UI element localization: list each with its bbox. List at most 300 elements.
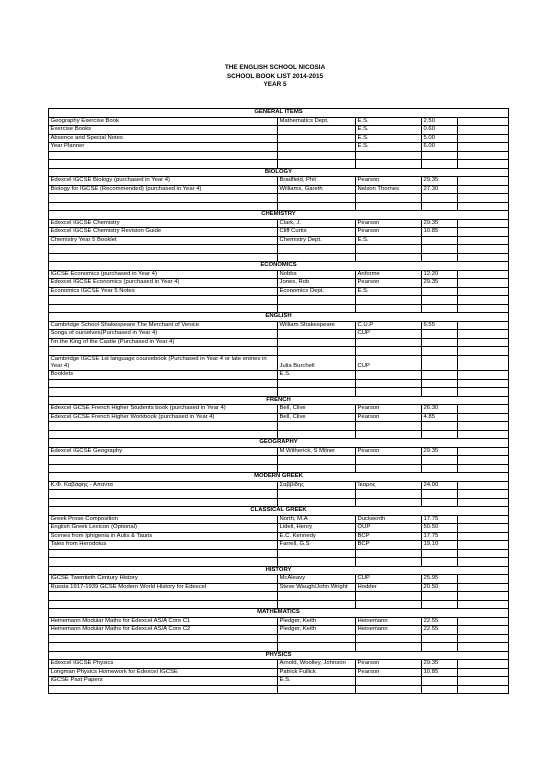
- blank-cell: [278, 643, 356, 652]
- blank-cell: [278, 498, 356, 507]
- blank-cell: [278, 388, 356, 397]
- price-cell: 0.60: [422, 126, 458, 135]
- publisher-cell: [356, 371, 422, 380]
- title-cell: Greek Prose Composition: [49, 515, 278, 524]
- blank-cell: [49, 498, 278, 507]
- blank-row: [49, 600, 509, 609]
- blank-cell: [422, 296, 458, 305]
- price-cell: 29.35: [422, 660, 458, 669]
- blank-cell: [278, 304, 356, 313]
- publisher-cell: BCP: [356, 541, 422, 550]
- blank-cell: [49, 549, 278, 558]
- book-row: [49, 347, 509, 356]
- author-cell: Arnold, Woolley, Johnson: [278, 660, 356, 669]
- list-title: SCHOOL BOOK LIST 2014-2015: [226, 72, 324, 80]
- book-row: [49, 668, 509, 677]
- section-title: GEOGRAPHY: [49, 439, 509, 448]
- section-title: CHEMISTRY: [49, 211, 509, 220]
- blank-cell: [458, 456, 509, 465]
- blank-cell: [356, 634, 422, 643]
- section-header-row: [49, 566, 509, 575]
- blank-row: [49, 464, 509, 473]
- publisher-cell: Pearson: [356, 668, 422, 677]
- title-cell: IGCSE Economics (purchased in Year 4): [49, 270, 278, 279]
- blank-cell: [49, 592, 278, 601]
- blank-row: [49, 643, 509, 652]
- price-cell: 22.55: [422, 626, 458, 635]
- extra-cell: [458, 355, 509, 371]
- blank-cell: [49, 643, 278, 652]
- blank-row: [49, 558, 509, 567]
- extra-cell: [458, 134, 509, 143]
- blank-cell: [49, 194, 278, 203]
- book-row: [49, 371, 509, 380]
- price-cell: [422, 236, 458, 245]
- extra-cell: [458, 481, 509, 490]
- blank-cell: [458, 643, 509, 652]
- book-row: [49, 185, 509, 194]
- book-row: [49, 279, 509, 288]
- blank-cell: [458, 558, 509, 567]
- blank-cell: [356, 558, 422, 567]
- title-cell: Edexcel GCSE French Higher Workbook (purchased in Year 4): [49, 413, 278, 422]
- author-cell: E.S.: [278, 677, 356, 686]
- blank-cell: [49, 304, 278, 313]
- publisher-cell: Pearson: [356, 447, 422, 456]
- author-cell: Patrick Fullick: [278, 668, 356, 677]
- blank-cell: [458, 160, 509, 169]
- extra-cell: [458, 270, 509, 279]
- extra-cell: [458, 219, 509, 228]
- title-cell: Cambridge School Shakespeare The Merchant of Venice: [49, 321, 278, 330]
- section-header-row: [49, 211, 509, 220]
- extra-cell: [458, 347, 509, 356]
- title-cell: Songs of ourselves(Purchased in Year 4): [49, 330, 278, 339]
- book-row: [49, 660, 509, 669]
- price-cell: 26.30: [422, 405, 458, 414]
- extra-cell: [458, 177, 509, 186]
- publisher-cell: Pearson: [356, 279, 422, 288]
- blank-cell: [49, 490, 278, 499]
- book-row: [49, 524, 509, 533]
- blank-cell: [49, 456, 278, 465]
- blank-cell: [422, 490, 458, 499]
- price-cell: 25.95: [422, 575, 458, 584]
- author-cell: Lidell, Henry: [278, 524, 356, 533]
- blank-cell: [458, 202, 509, 211]
- blank-cell: [458, 253, 509, 262]
- publisher-cell: Ίκαρος: [356, 481, 422, 490]
- publisher-cell: E.S.: [356, 236, 422, 245]
- blank-row: [49, 388, 509, 397]
- extra-cell: [458, 575, 509, 584]
- blank-row: [49, 304, 509, 313]
- blank-cell: [49, 202, 278, 211]
- title-cell: Edexcel IGCSE Chemistry: [49, 219, 278, 228]
- blank-cell: [278, 151, 356, 160]
- title-cell: IGCSE Past Papers: [49, 677, 278, 686]
- section-title: ENGLISH: [49, 313, 509, 322]
- title-cell: Edexcel IGCSE Economics (purchased in Year 4): [49, 279, 278, 288]
- price-cell: 10.85: [422, 668, 458, 677]
- blank-cell: [49, 296, 278, 305]
- book-row: [49, 287, 509, 296]
- title-cell: Heinemann Modular Maths for Edexcel AS/A Core C2: [49, 626, 278, 635]
- title-cell: IGCSE Twentieth Century History: [49, 575, 278, 584]
- extra-cell: [458, 626, 509, 635]
- title-cell: Economics IGCSE Year 5 Notes: [49, 287, 278, 296]
- price-cell: [422, 338, 458, 347]
- extra-cell: [458, 321, 509, 330]
- blank-cell: [356, 430, 422, 439]
- blank-cell: [458, 685, 509, 694]
- book-row: [49, 330, 509, 339]
- section-header-row: [49, 609, 509, 618]
- blank-cell: [356, 379, 422, 388]
- blank-cell: [458, 600, 509, 609]
- author-cell: [278, 134, 356, 143]
- extra-cell: [458, 583, 509, 592]
- blank-cell: [422, 685, 458, 694]
- book-row: [49, 117, 509, 126]
- blank-cell: [458, 245, 509, 254]
- blank-cell: [49, 151, 278, 160]
- blank-cell: [422, 464, 458, 473]
- blank-cell: [278, 422, 356, 431]
- blank-cell: [422, 304, 458, 313]
- blank-cell: [278, 456, 356, 465]
- publisher-cell: Hodder: [356, 583, 422, 592]
- blank-row: [49, 592, 509, 601]
- document-header: [0, 64, 550, 90]
- author-cell: Bell, Clive: [278, 405, 356, 414]
- author-cell: Williams, Gareth: [278, 185, 356, 194]
- blank-row: [49, 456, 509, 465]
- blank-cell: [422, 592, 458, 601]
- extra-cell: [458, 515, 509, 524]
- blank-cell: [49, 634, 278, 643]
- book-row: [49, 228, 509, 237]
- author-cell: Nobbs: [278, 270, 356, 279]
- price-cell: 29.35: [422, 219, 458, 228]
- blank-cell: [278, 549, 356, 558]
- blank-cell: [458, 464, 509, 473]
- title-cell: Geography Exercise Book: [49, 117, 278, 126]
- book-row: [49, 677, 509, 686]
- blank-cell: [278, 685, 356, 694]
- blank-cell: [356, 643, 422, 652]
- blank-cell: [278, 379, 356, 388]
- publisher-cell: [356, 347, 422, 356]
- title-cell: Edexcel IGCSE Chemistry Revision Guide: [49, 228, 278, 237]
- price-cell: 6.55: [422, 321, 458, 330]
- section-header-row: [49, 262, 509, 271]
- book-list-table: [48, 108, 509, 694]
- price-cell: 2.50: [422, 117, 458, 126]
- price-cell: [422, 371, 458, 380]
- publisher-cell: Duckworth: [356, 515, 422, 524]
- author-cell: M Witherick, S Milner: [278, 447, 356, 456]
- blank-row: [49, 202, 509, 211]
- section-header-row: [49, 313, 509, 322]
- title-cell: English Greek Lexicon (Optional): [49, 524, 278, 533]
- section-header-row: [49, 507, 509, 516]
- blank-cell: [49, 253, 278, 262]
- publisher-cell: OUP: [356, 524, 422, 533]
- publisher-cell: E.S.: [356, 287, 422, 296]
- blank-cell: [49, 388, 278, 397]
- price-cell: 29.35: [422, 177, 458, 186]
- price-cell: 10.85: [422, 228, 458, 237]
- blank-cell: [356, 160, 422, 169]
- blank-cell: [49, 558, 278, 567]
- title-cell: Chemistry Year 5 Booklet: [49, 236, 278, 245]
- price-cell: 4.85: [422, 413, 458, 422]
- book-row: [49, 126, 509, 135]
- blank-cell: [278, 592, 356, 601]
- blank-cell: [356, 549, 422, 558]
- blank-cell: [422, 151, 458, 160]
- author-cell: [278, 338, 356, 347]
- blank-cell: [356, 422, 422, 431]
- publisher-cell: E.S.: [356, 126, 422, 135]
- extra-cell: [458, 287, 509, 296]
- book-row: [49, 405, 509, 414]
- book-row: [49, 447, 509, 456]
- blank-row: [49, 151, 509, 160]
- extra-cell: [458, 371, 509, 380]
- book-row: [49, 617, 509, 626]
- extra-cell: [458, 143, 509, 152]
- blank-cell: [458, 151, 509, 160]
- publisher-cell: C.U.P: [356, 321, 422, 330]
- author-cell: E.S.: [278, 371, 356, 380]
- blank-cell: [356, 304, 422, 313]
- title-cell: Tales from Herodotus: [49, 541, 278, 550]
- author-cell: Mathematics Dept.: [278, 117, 356, 126]
- blank-cell: [356, 151, 422, 160]
- blank-cell: [278, 296, 356, 305]
- blank-cell: [356, 296, 422, 305]
- title-cell: Russia 1917-1939 GCSE Modern World History for Edexcel: [49, 583, 278, 592]
- book-row: [49, 515, 509, 524]
- title-cell: Heinemann Modular Maths for Edexcel AS/A Core C1: [49, 617, 278, 626]
- publisher-cell: Pearson: [356, 219, 422, 228]
- blank-cell: [422, 456, 458, 465]
- author-cell: Clark, J.: [278, 219, 356, 228]
- publisher-cell: Pearson: [356, 413, 422, 422]
- extra-cell: [458, 660, 509, 669]
- blank-cell: [49, 379, 278, 388]
- publisher-cell: CUP: [356, 330, 422, 339]
- title-cell: Year Planner: [49, 143, 278, 152]
- extra-cell: [458, 617, 509, 626]
- publisher-cell: Pearson: [356, 228, 422, 237]
- blank-cell: [356, 464, 422, 473]
- publisher-cell: Pearson: [356, 660, 422, 669]
- price-cell: 17.75: [422, 532, 458, 541]
- author-cell: Bradfield, Phil: [278, 177, 356, 186]
- extra-cell: [458, 532, 509, 541]
- section-title: FRENCH: [49, 396, 509, 405]
- blank-row: [49, 245, 509, 254]
- blank-row: [49, 253, 509, 262]
- blank-cell: [278, 202, 356, 211]
- book-row: [49, 219, 509, 228]
- publisher-cell: BCP: [356, 532, 422, 541]
- price-cell: 20.50: [422, 583, 458, 592]
- extra-cell: [458, 668, 509, 677]
- publisher-cell: CUP: [356, 355, 422, 371]
- extra-cell: [458, 236, 509, 245]
- book-row: [49, 532, 509, 541]
- price-cell: 19.10: [422, 541, 458, 550]
- school-name: THE ENGLISH SCHOOL NICOSIA: [224, 64, 326, 71]
- section-title: CLASSICAL GREEK: [49, 507, 509, 516]
- section-title: HISTORY: [49, 566, 509, 575]
- section-title: MATHEMATICS: [49, 609, 509, 618]
- extra-cell: [458, 330, 509, 339]
- publisher-cell: Nelson Thornes: [356, 185, 422, 194]
- book-row: [49, 575, 509, 584]
- book-row: [49, 177, 509, 186]
- publisher-cell: E.S.: [356, 134, 422, 143]
- blank-cell: [422, 379, 458, 388]
- section-header-row: [49, 651, 509, 660]
- price-cell: [422, 347, 458, 356]
- blank-cell: [49, 685, 278, 694]
- author-cell: Bell, Clive: [278, 413, 356, 422]
- section-title: PHYSICS: [49, 651, 509, 660]
- publisher-cell: Anforme: [356, 270, 422, 279]
- section-header-row: [49, 109, 509, 118]
- extra-cell: [458, 413, 509, 422]
- book-row: [49, 413, 509, 422]
- blank-cell: [458, 592, 509, 601]
- blank-row: [49, 490, 509, 499]
- section-title: ECONOMICS: [49, 262, 509, 271]
- blank-cell: [422, 549, 458, 558]
- book-row: [49, 338, 509, 347]
- blank-cell: [356, 194, 422, 203]
- book-row: [49, 236, 509, 245]
- blank-cell: [356, 388, 422, 397]
- blank-cell: [422, 558, 458, 567]
- blank-cell: [278, 160, 356, 169]
- blank-cell: [49, 422, 278, 431]
- price-cell: [422, 677, 458, 686]
- extra-cell: [458, 541, 509, 550]
- title-cell: Edexcel IGCSE Geography: [49, 447, 278, 456]
- blank-row: [49, 685, 509, 694]
- blank-cell: [356, 592, 422, 601]
- publisher-cell: E.S.: [356, 143, 422, 152]
- blank-cell: [278, 634, 356, 643]
- blank-cell: [458, 379, 509, 388]
- blank-cell: [278, 245, 356, 254]
- title-cell: Booklets: [49, 371, 278, 380]
- price-cell: 50.50: [422, 524, 458, 533]
- price-cell: 29.35: [422, 447, 458, 456]
- author-cell: E.C. Kennedy: [278, 532, 356, 541]
- blank-cell: [458, 388, 509, 397]
- blank-cell: [49, 160, 278, 169]
- publisher-cell: Heinemann: [356, 617, 422, 626]
- blank-cell: [422, 202, 458, 211]
- author-cell: [278, 126, 356, 135]
- blank-cell: [422, 430, 458, 439]
- publisher-cell: CUP: [356, 575, 422, 584]
- book-row: [49, 270, 509, 279]
- blank-cell: [356, 498, 422, 507]
- author-cell: McAleavy: [278, 575, 356, 584]
- blank-cell: [422, 634, 458, 643]
- blank-cell: [278, 558, 356, 567]
- blank-cell: [278, 430, 356, 439]
- blank-cell: [422, 388, 458, 397]
- publisher-cell: Pearson: [356, 177, 422, 186]
- book-row: [49, 134, 509, 143]
- blank-cell: [458, 490, 509, 499]
- book-row: [49, 321, 509, 330]
- blank-cell: [49, 600, 278, 609]
- blank-cell: [356, 202, 422, 211]
- price-cell: 27.30: [422, 185, 458, 194]
- author-cell: North, M.A: [278, 515, 356, 524]
- price-cell: 6.00: [422, 143, 458, 152]
- blank-cell: [422, 643, 458, 652]
- blank-cell: [458, 296, 509, 305]
- section-title: GENERAL ITEMS: [49, 109, 509, 118]
- price-cell: 12.20: [422, 270, 458, 279]
- title-cell: Absence and Special Notes: [49, 134, 278, 143]
- blank-row: [49, 430, 509, 439]
- author-cell: Julia Burchell: [278, 355, 356, 371]
- blank-cell: [422, 194, 458, 203]
- blank-cell: [422, 498, 458, 507]
- blank-row: [49, 634, 509, 643]
- book-row: [49, 626, 509, 635]
- author-cell: Farrell, G.S: [278, 541, 356, 550]
- title-cell: Κ.Φ. Καβάφης - Απαντα: [49, 481, 278, 490]
- extra-cell: [458, 228, 509, 237]
- publisher-cell: [356, 338, 422, 347]
- title-cell: Scenes from Iphigenia in Aulis & Tauris: [49, 532, 278, 541]
- blank-cell: [278, 490, 356, 499]
- price-cell: 17.75: [422, 515, 458, 524]
- author-cell: [278, 143, 356, 152]
- title-cell: [49, 347, 278, 356]
- blank-row: [49, 194, 509, 203]
- blank-cell: [422, 160, 458, 169]
- section-title: BIOLOGY: [49, 168, 509, 177]
- blank-cell: [458, 422, 509, 431]
- title-cell: Cambridge IGCSE 1st language coursebook (Purchased in Year 4 or late entries in Year 4): [49, 355, 278, 371]
- year-label: YEAR 5: [263, 81, 287, 89]
- blank-cell: [422, 245, 458, 254]
- book-row: [49, 143, 509, 152]
- extra-cell: [458, 677, 509, 686]
- blank-cell: [458, 549, 509, 558]
- blank-cell: [356, 456, 422, 465]
- blank-cell: [356, 600, 422, 609]
- price-cell: 29.35: [422, 279, 458, 288]
- author-cell: Pledger, Keith: [278, 626, 356, 635]
- price-cell: 24.00: [422, 481, 458, 490]
- extra-cell: [458, 185, 509, 194]
- book-row: [49, 583, 509, 592]
- price-cell: [422, 330, 458, 339]
